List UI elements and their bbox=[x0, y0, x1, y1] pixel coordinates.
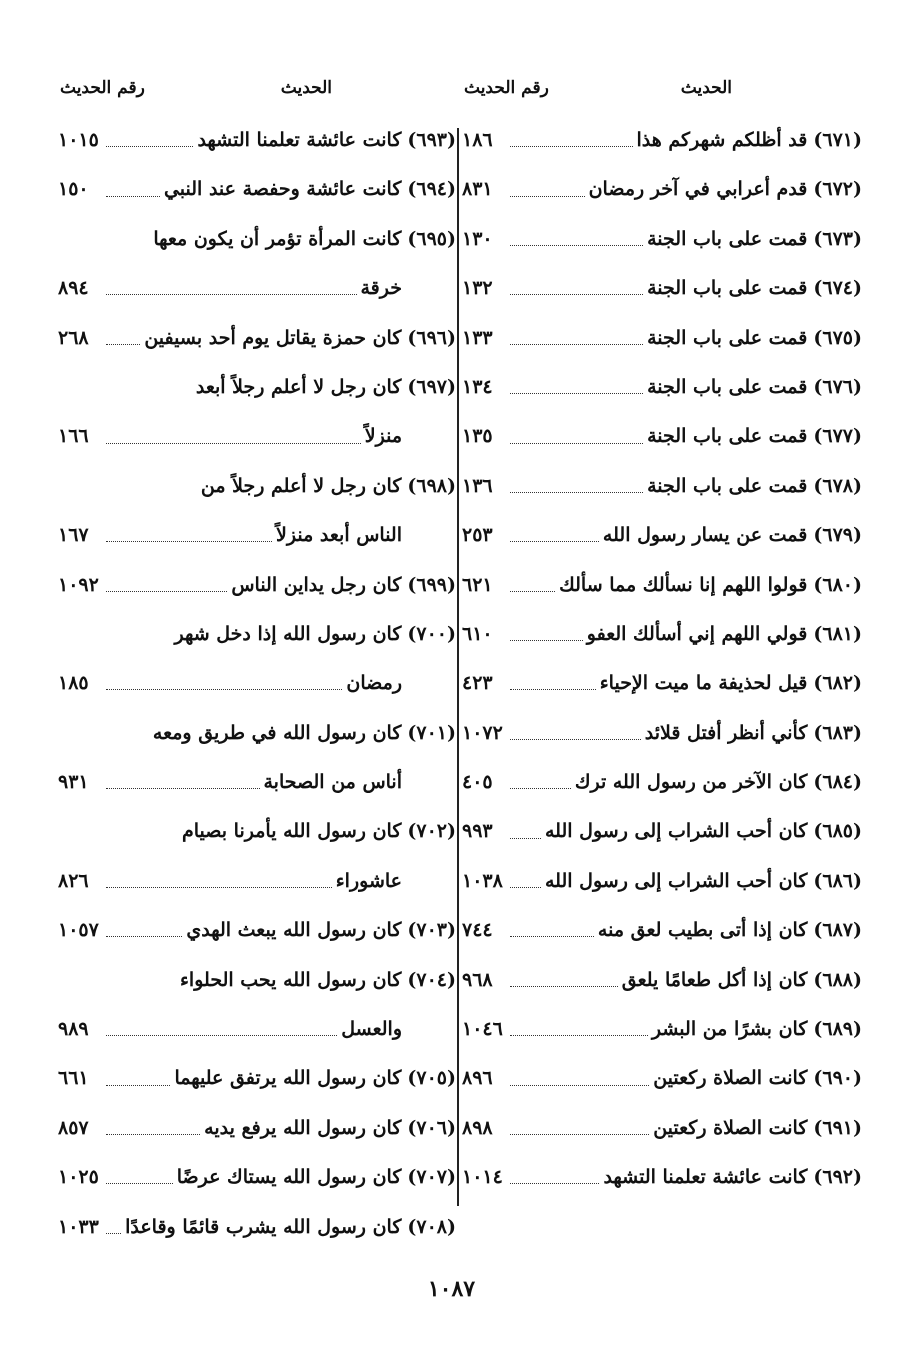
leader-dots bbox=[510, 1085, 649, 1086]
index-entry bbox=[58, 412, 456, 461]
entry-number: ١٦٦ bbox=[58, 425, 89, 448]
leader-dots bbox=[510, 245, 643, 246]
entry-number: ٦١٠ bbox=[462, 622, 493, 645]
entry-index: (٧٠٢) bbox=[407, 820, 456, 843]
entry-index: (٦٨٤) bbox=[813, 771, 862, 794]
index-entry bbox=[58, 1203, 456, 1252]
leader-dots bbox=[510, 591, 555, 592]
entry-index: (٦٨٠) bbox=[813, 573, 862, 596]
hadith-header: الحديث bbox=[280, 78, 332, 98]
index-entry-line bbox=[58, 906, 456, 955]
leader-dots bbox=[510, 443, 643, 444]
index-entry-line bbox=[462, 165, 862, 214]
index-entry bbox=[58, 1054, 456, 1103]
index-entry bbox=[462, 659, 862, 708]
entry-number: ١٦٧ bbox=[58, 524, 89, 547]
leader-dots bbox=[106, 196, 160, 197]
index-entry-line bbox=[58, 116, 456, 165]
leader-dots bbox=[510, 838, 541, 839]
entry-number: ١٠٣٣ bbox=[58, 1215, 99, 1238]
entry-index: (٧٠٥) bbox=[407, 1067, 456, 1090]
entry-index: (٦٧٩) bbox=[813, 524, 862, 547]
entry-index: (٦٧٥) bbox=[813, 326, 862, 349]
index-entry-line bbox=[462, 363, 862, 412]
index-entry bbox=[462, 709, 862, 758]
entry-index: (٧٠٣) bbox=[407, 919, 456, 942]
index-entry-line bbox=[462, 709, 862, 758]
index-entry bbox=[58, 758, 456, 807]
entry-number: ٨٩٤ bbox=[58, 277, 89, 300]
index-entry bbox=[58, 709, 456, 758]
entry-text: كان رجل يداين الناس bbox=[231, 573, 402, 596]
index-entry bbox=[462, 1104, 862, 1153]
entry-text: كان الآخر من رسول الله ترك bbox=[574, 771, 808, 794]
entry-text: كان رسول الله يستاك عرضًا bbox=[176, 1166, 402, 1189]
entry-index: (٦٩٥) bbox=[407, 227, 456, 250]
entry-number: ١٣٠ bbox=[462, 227, 493, 250]
entry-text: قدم أعرابي في آخر رمضان bbox=[588, 178, 808, 201]
entry-text: كانت عائشة تعلمنا التشهد bbox=[197, 129, 402, 151]
entry-index: (٦٧٧) bbox=[813, 425, 862, 448]
index-entry-line bbox=[58, 1153, 456, 1202]
entry-number: ٤٠٥ bbox=[462, 771, 493, 794]
index-entry-line bbox=[58, 462, 456, 511]
leader-dots bbox=[106, 1035, 337, 1036]
leader-dots bbox=[106, 1183, 173, 1184]
leader-dots bbox=[510, 739, 641, 740]
index-entry bbox=[58, 956, 456, 1005]
leader-dots bbox=[510, 1134, 649, 1135]
entry-number: ١٠٢٥ bbox=[58, 1166, 99, 1189]
index-entry-line bbox=[462, 462, 862, 511]
entry-number: ١٣٥ bbox=[462, 425, 493, 448]
index-entry bbox=[58, 659, 456, 708]
leader-dots bbox=[106, 344, 140, 345]
entry-number: ٨٣١ bbox=[462, 178, 493, 201]
right-entries bbox=[462, 116, 862, 1203]
entry-text: كان رسول الله يرفع يديه bbox=[204, 1116, 402, 1139]
index-entry bbox=[462, 1005, 862, 1054]
index-entry-line bbox=[58, 758, 456, 807]
entry-number: ١٠١٥ bbox=[58, 129, 99, 151]
entry-index: (٦٧٢) bbox=[813, 178, 862, 201]
entry-text: كان رسول الله يشرب قائمًا وقاعدًا bbox=[125, 1215, 402, 1238]
leader-dots bbox=[106, 1134, 200, 1135]
entry-number: ٢٦٨ bbox=[58, 326, 89, 349]
entry-index: (٦٨٨) bbox=[813, 968, 862, 991]
index-entry-line bbox=[462, 314, 862, 363]
hadith-number-header: رقم الحديث bbox=[60, 78, 145, 98]
entry-index: (٧٠١) bbox=[407, 721, 456, 744]
leader-dots bbox=[106, 1085, 170, 1086]
index-entry-line bbox=[462, 807, 862, 856]
entry-index: (٧٠٦) bbox=[407, 1116, 456, 1139]
entry-index: (٦٧٤) bbox=[813, 277, 862, 300]
left-entries bbox=[58, 116, 456, 1252]
index-entry-line bbox=[462, 956, 862, 1005]
index-entry bbox=[58, 314, 456, 363]
index-entry-line bbox=[462, 659, 862, 708]
leader-dots bbox=[510, 196, 585, 197]
leader-dots bbox=[510, 492, 643, 493]
entry-index: (٦٨٢) bbox=[813, 672, 862, 695]
page-number: ١٠٨٧ bbox=[427, 1276, 476, 1302]
leader-dots bbox=[106, 443, 361, 444]
entry-text: قمت عن يسار رسول الله bbox=[602, 524, 808, 547]
entry-text: كان إذا أكل طعامًا يلعق bbox=[621, 968, 808, 991]
index-entry-line bbox=[462, 215, 862, 264]
entry-text: كان رجل لا أعلم رجلاً أبعد bbox=[195, 375, 402, 398]
entry-text: كان رجل لا أعلم رجلاً من bbox=[200, 474, 402, 497]
index-entry bbox=[58, 264, 456, 313]
entry-text: قيل لحذيفة ما ميت الإحياء bbox=[599, 672, 808, 695]
index-entry-line bbox=[58, 956, 456, 1005]
index-entry-line bbox=[462, 1005, 862, 1054]
entry-text: قمت على باب الجنة bbox=[647, 227, 808, 250]
index-entry-line bbox=[58, 314, 456, 363]
index-entry bbox=[58, 561, 456, 610]
leader-dots bbox=[510, 344, 643, 345]
entry-text: الناس أبعد منزلاً bbox=[276, 524, 402, 547]
index-entry-line bbox=[58, 1005, 456, 1054]
index-entry-line bbox=[462, 264, 862, 313]
leader-dots bbox=[106, 1233, 121, 1234]
entry-text: قولوا اللهم إنا نسألك مما سألك bbox=[559, 573, 808, 596]
leader-dots bbox=[106, 887, 332, 888]
entry-index: (٦٩٢) bbox=[813, 1166, 862, 1189]
index-entry bbox=[58, 1153, 456, 1202]
index-entry bbox=[462, 215, 862, 264]
entry-index: (٦٩٠) bbox=[813, 1067, 862, 1090]
entry-text: كانت عائشة تعلمنا التشهد bbox=[603, 1166, 808, 1189]
index-entry bbox=[462, 956, 862, 1005]
entry-index: (٦٧١) bbox=[813, 129, 862, 151]
entry-text: كانت عائشة وحفصة عند النبي bbox=[163, 178, 402, 201]
entry-number: ٨٢٦ bbox=[58, 869, 89, 892]
leader-dots bbox=[510, 788, 571, 789]
entry-index: (٧٠٤) bbox=[407, 968, 456, 991]
entry-text: قمت على باب الجنة bbox=[647, 277, 808, 300]
index-entry bbox=[462, 165, 862, 214]
entry-index: (٦٨٩) bbox=[813, 1018, 862, 1041]
entry-index: (٦٩١) bbox=[813, 1116, 862, 1139]
leader-dots bbox=[106, 294, 357, 295]
entry-text: كان أحب الشراب إلى رسول الله bbox=[545, 820, 808, 843]
index-entry-line bbox=[58, 1203, 456, 1252]
index-entry-line bbox=[462, 610, 862, 659]
entry-number: ٧٤٤ bbox=[462, 919, 493, 942]
index-entry-line bbox=[462, 1054, 862, 1103]
entry-text: قولي اللهم إني أسألك العفو bbox=[586, 622, 808, 645]
index-entry bbox=[462, 363, 862, 412]
entry-text: قمت على باب الجنة bbox=[647, 425, 808, 448]
entry-text: كان بشرًا من البشر bbox=[651, 1018, 808, 1041]
entry-text: قمت على باب الجنة bbox=[647, 326, 808, 349]
entry-number: ١٣٣ bbox=[462, 326, 493, 349]
entry-text: كان رسول الله يأمرنا بصيام bbox=[182, 820, 402, 843]
index-entry-line bbox=[462, 412, 862, 461]
entry-index: (٦٨٦) bbox=[813, 869, 862, 892]
index-entry-line bbox=[58, 561, 456, 610]
entry-number: ٨٥٧ bbox=[58, 1116, 89, 1139]
index-entry bbox=[462, 462, 862, 511]
leader-dots bbox=[510, 640, 583, 641]
entry-index: (٦٨٣) bbox=[813, 721, 862, 744]
entry-number: ٤٢٣ bbox=[462, 672, 493, 695]
entry-number: ٦٢١ bbox=[462, 573, 493, 596]
index-entry bbox=[462, 314, 862, 363]
index-entry-line bbox=[58, 511, 456, 560]
leader-dots bbox=[510, 541, 599, 542]
entry-number: ١٠٩٢ bbox=[58, 573, 99, 596]
entry-index: (٧٠٠) bbox=[407, 622, 456, 645]
entry-index: (٦٩٩) bbox=[407, 573, 456, 596]
leader-dots bbox=[510, 1183, 599, 1184]
index-entry bbox=[462, 511, 862, 560]
entry-text: رمضان bbox=[346, 672, 402, 695]
column-divider bbox=[457, 128, 459, 1206]
entry-index: (٦٩٧) bbox=[407, 375, 456, 398]
index-entry-line bbox=[58, 659, 456, 708]
entry-index: (٦٩٤) bbox=[407, 178, 456, 201]
leader-dots bbox=[510, 689, 596, 690]
index-entry-line bbox=[58, 363, 456, 412]
index-entry-line bbox=[58, 1054, 456, 1103]
entry-number: ١٥٠ bbox=[58, 178, 89, 201]
entry-text: كانت المرأة تؤمر أن يكون معها bbox=[153, 227, 402, 250]
entry-index: (٦٧٦) bbox=[813, 375, 862, 398]
entry-number: ٢٥٣ bbox=[462, 524, 493, 547]
index-entry bbox=[462, 906, 862, 955]
index-entry bbox=[58, 116, 456, 165]
leader-dots bbox=[510, 294, 643, 295]
leader-dots bbox=[106, 541, 272, 542]
entry-text: أناس من الصحابة bbox=[263, 771, 402, 794]
entry-index: (٦٨٧) bbox=[813, 919, 862, 942]
index-entry bbox=[462, 610, 862, 659]
index-entry-line bbox=[462, 906, 862, 955]
index-entry-line bbox=[58, 215, 456, 264]
entry-number: ١٣٤ bbox=[462, 375, 493, 398]
index-entry bbox=[462, 116, 862, 165]
entry-index: (٦٧٨) bbox=[813, 474, 862, 497]
index-entry-line bbox=[462, 1153, 862, 1202]
entry-number: ١٨٦ bbox=[462, 129, 493, 151]
entry-number: ١٠٧٢ bbox=[462, 721, 503, 744]
index-entry bbox=[58, 906, 456, 955]
entry-index: (٧٠٨) bbox=[407, 1215, 456, 1238]
entry-number: ١٣٢ bbox=[462, 277, 493, 300]
entry-number: ٨٩٨ bbox=[462, 1116, 493, 1139]
leader-dots bbox=[510, 887, 541, 888]
index-entry-line bbox=[58, 165, 456, 214]
index-entry bbox=[58, 807, 456, 856]
entry-text: قمت على باب الجنة bbox=[647, 375, 808, 398]
leader-dots bbox=[106, 146, 193, 147]
index-entry bbox=[462, 561, 862, 610]
entry-number: ١٠٤٦ bbox=[462, 1018, 503, 1041]
leader-dots bbox=[106, 591, 227, 592]
index-entry bbox=[58, 462, 456, 511]
entry-text: كان رسول الله في طريق ومعه bbox=[152, 721, 402, 744]
leader-dots bbox=[106, 936, 182, 937]
index-entry bbox=[462, 264, 862, 313]
leader-dots bbox=[510, 146, 633, 147]
entry-text: كان حمزة يقاتل يوم أحد بسيفين bbox=[144, 326, 402, 349]
entry-text: كان رسول الله يحب الحلواء bbox=[180, 968, 402, 991]
index-entry bbox=[58, 610, 456, 659]
leader-dots bbox=[106, 788, 260, 789]
hadith-header: الحديث bbox=[680, 78, 732, 98]
entry-index: (٧٠٧) bbox=[407, 1166, 456, 1189]
index-entry-line bbox=[58, 709, 456, 758]
entry-text: والعسل bbox=[341, 1018, 402, 1041]
leader-dots bbox=[510, 936, 594, 937]
index-entry bbox=[58, 1005, 456, 1054]
index-entry-line bbox=[58, 412, 456, 461]
index-entry bbox=[58, 1104, 456, 1153]
index-entry bbox=[462, 857, 862, 906]
index-entry bbox=[462, 1153, 862, 1202]
index-entry-line bbox=[58, 857, 456, 906]
entry-number: ٩٦٨ bbox=[462, 968, 493, 991]
leader-dots bbox=[106, 689, 342, 690]
entry-number: ١٠٥٧ bbox=[58, 919, 99, 942]
entry-text: منزلاً bbox=[364, 425, 402, 448]
index-entry bbox=[58, 363, 456, 412]
entry-number: ٨٩٦ bbox=[462, 1067, 493, 1090]
entry-text: كان أحب الشراب إلى رسول الله bbox=[545, 869, 808, 892]
leader-dots bbox=[510, 393, 643, 394]
index-entry-line bbox=[462, 116, 862, 165]
index-entry-line bbox=[462, 561, 862, 610]
index-entry bbox=[58, 215, 456, 264]
index-entry bbox=[58, 511, 456, 560]
entry-text: كان رسول الله إذا دخل شهر bbox=[174, 622, 402, 645]
entry-number: ١٠٣٨ bbox=[462, 869, 503, 892]
index-entry bbox=[58, 857, 456, 906]
index-entry bbox=[462, 807, 862, 856]
entry-number: ١٨٥ bbox=[58, 672, 89, 695]
entry-number: ٩٩٣ bbox=[462, 820, 493, 843]
entry-text: قد أظلكم شهركم هذا bbox=[636, 129, 808, 151]
entry-text: كان رسول الله يرتفق عليهما bbox=[174, 1067, 402, 1090]
entry-text: كان إذا أتى بطيب لعق منه bbox=[597, 919, 808, 942]
index-entry-line bbox=[462, 511, 862, 560]
index-entry-line bbox=[462, 758, 862, 807]
index-entry-line bbox=[58, 610, 456, 659]
leader-dots bbox=[510, 1035, 648, 1036]
entry-number: ١٣٦ bbox=[462, 474, 493, 497]
index-entry-line bbox=[58, 807, 456, 856]
entry-number: ١٠١٤ bbox=[462, 1166, 503, 1189]
leader-dots bbox=[510, 986, 618, 987]
hadith-number-header: رقم الحديث bbox=[464, 78, 549, 98]
entry-index: (٦٨٥) bbox=[813, 820, 862, 843]
entry-text: كان رسول الله يبعث الهدي bbox=[186, 919, 402, 942]
entry-index: (٦٨١) bbox=[813, 622, 862, 645]
entry-text: كأني أنظر أفتل قلائد bbox=[644, 721, 808, 744]
entry-index: (٦٩٨) bbox=[407, 474, 456, 497]
index-entry bbox=[58, 165, 456, 214]
entry-text: كانت الصلاة ركعتين bbox=[653, 1116, 808, 1139]
entry-index: (٦٩٦) bbox=[407, 326, 456, 349]
index-entry bbox=[462, 1054, 862, 1103]
entry-text: قمت على باب الجنة bbox=[647, 474, 808, 497]
entry-text: كانت الصلاة ركعتين bbox=[653, 1067, 808, 1090]
entry-number: ٩٨٩ bbox=[58, 1018, 89, 1041]
index-entry-line bbox=[462, 1104, 862, 1153]
entry-index: (٦٩٣) bbox=[407, 129, 456, 151]
entry-number: ٦٦١ bbox=[58, 1067, 89, 1090]
index-entry-line bbox=[58, 264, 456, 313]
entry-index: (٦٧٣) bbox=[813, 227, 862, 250]
index-entry-line bbox=[58, 1104, 456, 1153]
index-entry-line bbox=[462, 857, 862, 906]
entry-number: ٩٣١ bbox=[58, 771, 89, 794]
index-entry bbox=[462, 758, 862, 807]
index-entry bbox=[462, 412, 862, 461]
entry-text: خرقة bbox=[360, 277, 402, 300]
entry-text: عاشوراء bbox=[335, 869, 402, 892]
